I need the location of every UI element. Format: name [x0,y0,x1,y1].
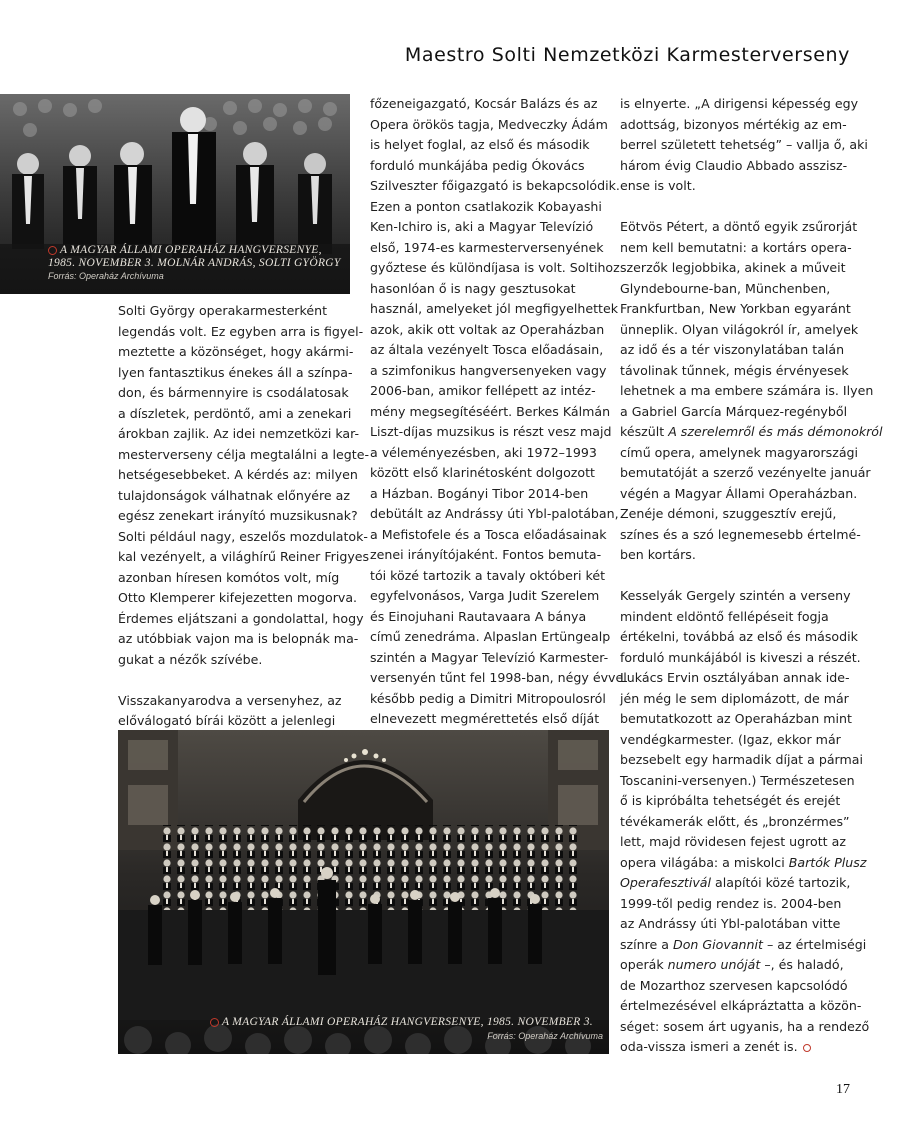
text-line-last [620,1037,852,1058]
text-line: ben kortárs. [620,547,696,562]
text-line: a szimfonikus hangversenyeken vagy [370,362,607,378]
text-line: hasonlóan ő is nagy gesztusokat [370,280,576,296]
text-line: 2006-ban, amikor fellépett az intéz- [370,383,596,398]
text-fragment: készült [620,424,669,439]
text-line: és Einojuhani Rautavaara A bánya [370,608,587,624]
caption-marker-icon [210,1018,219,1027]
text-line: értelmezésével elkápráztatta a közön- [620,998,862,1013]
text-line: lyen fantasztikus énekes áll a színpa- [118,364,353,380]
text-line: Zenéje démoni, szuggesztív erejű, [620,506,837,521]
text-line: 1999-től pedig rendez is. 2004-ben [620,895,842,911]
text-line: Opera örökös tagja, Medveczky Ádám [370,116,608,132]
text-line: később pedig a Dimitri Mitropoulosról [370,690,606,706]
text-line: című opera, amelynek magyarországi [620,444,859,460]
text-line: első, 1974-es karmesterversenyének [370,239,604,255]
text-line: Érdemes eljátszani a gondolattal, hogy [118,610,364,626]
text-line: szerzők legjobbika, akinek a műveit [620,260,846,275]
text-line: az utóbbiak vajon ma is belopnák ma- [118,631,359,646]
column-3 [620,94,883,1058]
text-line: Frankfurtban, New Yorkban egyaránt [620,301,851,316]
text-line: egyfelvonásos, Varga Judit Szerelem [370,588,600,603]
festival-title: Bartók Plusz [788,854,867,870]
text-line: az idő és a tér viszonylatában talán [620,342,845,357]
opera-title: Don Giovannit [673,936,763,952]
text-line: elnevezett megmérettetés első díját [370,711,600,726]
text-line: Lukács Ervin osztályában annak ide- [620,670,850,685]
text-line: Visszakanyarodva a versenyhez, az [118,692,342,708]
text-line: Kesselyák Gergely szintén a verseny [620,588,851,603]
running-header: Maestro Solti Nemzetközi Karmesterverseny [404,44,850,66]
paragraph-return [118,691,350,732]
text-line: Toscanini-versenyen.) Természetesen [620,772,855,788]
text-line: a Gabriel García Márquez-regényből [620,403,848,419]
text-line: színes és a szó legnemesebb értelmé- [620,526,861,542]
column-2 [370,94,627,730]
text-line-italic [620,853,867,874]
text-line: lehetnek a ma embere számára is. Ilyen [620,383,874,398]
text-line: című zenedráma. Alpaslan Ertüngealp [370,629,611,644]
photo-bottom-source-wrap [487,1030,603,1043]
text-line: között első klarinétosként dolgozott [370,465,595,480]
text-line: Solti György operakarmesterként [118,303,328,318]
photo-top-caption [48,244,341,283]
text-line: berrel született tehetség” – vallja ő, aki [620,137,868,152]
text-line: a véleményezésben, aki 1972–1993 [370,444,597,460]
paragraph-jury [370,94,627,730]
photo-solti-molnar [0,94,350,294]
text-line: mindent eldöntő fellépéseit fogja [620,608,829,624]
photo-opera-concert [118,730,609,1054]
text-line: hetségesebbeket. A kérdés az: milyen [118,467,358,482]
text-fragment: – az értelmiségi [762,936,867,952]
photo-top-caption-line1: A MAGYAR ÁLLAMI OPERAHÁZ HANGVERSENYE, [60,244,322,256]
text-line: a Mefistofele és a Tosca előadásainak [370,526,607,542]
paragraph-ertungealp-end [620,94,868,197]
text-line: kal vezényelt, a világhírű Reiner Frigyes [118,549,370,564]
text-line: szintén a Magyar Televízió Karmester- [370,649,609,665]
text-line: a díszletek, perdöntő, ami a zenekari [118,405,352,421]
text-line: végén a Magyar Állami Operaházban. [620,485,858,501]
text-line: az Andrássy úti Ybl-palotában vitte [620,916,841,931]
text-line: is elnyerte. „A dirigensi képesség egy [620,96,859,111]
text-line: értékelni, továbbá az első és második [620,629,858,644]
photo-bottom-image [118,730,609,1054]
text-line: nem kell bemutatni: a kortárs opera- [620,239,852,255]
text-fragment: –, és haladó, [760,957,844,972]
text-line: ünneplik. Olyan világokról ír, amelyek [620,321,859,337]
text-fragment: operák [620,957,668,972]
text-line: az általa vezényelt Tosca előadásain, [370,342,604,357]
photo-bottom-source: Forrás: Operaház Archívuma [487,1031,603,1041]
text-line: ense is volt. [620,178,696,193]
end-of-article-icon [803,1044,811,1052]
text-line-italic [620,935,867,956]
text-fragment: alapítói közé tartozik, [711,875,851,890]
text-line: tói közé tartozik a tavaly októberi két [370,567,606,583]
text-line: forduló munkájába pedig Ókovács [370,157,585,173]
photo-top-caption-line2: 1985. NOVEMBER 3. MOLNÁR ANDRÁS, SOLTI GYÖRGY [48,257,341,269]
text-line: tévékamerák előtt, és „bronzérmes” [620,813,850,829]
opera-title: A szerelemről és más démonokról [668,424,883,439]
column-1 [118,301,370,732]
text-line: Solti például nagy, eszelős mozdulatok- [118,528,368,544]
text-line-italic [620,873,852,894]
photo-top-source: Forrás: Operaház Archívuma [48,271,164,281]
text-line: ő is kipróbálta tehetségét és erejét [620,793,841,808]
text-line: mesterverseny célja megtalálni a legte- [118,446,370,462]
text-line: előválogató bírái között a jelenlegi [118,713,336,728]
page-number: 17 [836,1082,850,1097]
text-line: bemutatkozott az Operaházban mint [620,711,852,726]
text-line: három évig Claudio Abbado asszisz- [620,157,848,173]
text-line: is helyet foglal, az első és második [370,137,590,152]
text-line: gukat a nézők szívébe. [118,651,263,667]
text-line: Glyndebourne-ban, Münchenben, [620,280,831,296]
text-line: bemutatóját a szerző vezényelte január [620,465,871,480]
text-line: Liszt-díjas muzsikus is részt vesz majd [370,424,612,439]
text-line: lett, majd rövidesen fejest ugrott az [620,834,846,849]
text-line: Otto Klemperer kifejezetten mogorva. [118,590,358,605]
text-line-italic [620,422,883,443]
text-line: mény megsegítéséért. Berkes Kálmán [370,403,611,419]
paragraph-eotvos [620,217,883,566]
paragraph-kesselyak [620,586,870,1058]
text-line: Szilveszter főigazgató is bekapcsolódik. [370,178,620,193]
photo-bottom-caption [210,1016,593,1029]
text-line: távolinak tűnnek, mégis érvényesek [620,362,849,378]
text-line: forduló munkájából is kiveszi a részét. [620,649,861,665]
text-line: don, és bármennyire is csodálatosak [118,385,349,400]
text-line: Eötvös Pétert, a döntő egyik zsűrorját [620,219,858,234]
text-line: árokban zajlik. Az idei nemzetközi kar- [118,426,360,441]
text-line: adottság, bizonyos mértékig az em- [620,116,847,132]
festival-title: Operafesztivál [620,875,712,890]
text-line: versenyén tűnt fel 1998-ban, négy évvel [370,670,627,685]
text-line: azok, akik ott voltak az Operaházban [370,321,605,337]
text-line: használ, amelyeket jól megfigyelhettek [370,301,619,316]
text-line: de Mozarthoz szervesen kapcsolódó [620,977,848,993]
text-line: séget: sosem árt ugyanis, ha a rendező [620,1018,870,1034]
text-line: a Házban. Bogányi Tibor 2014-ben [370,485,589,501]
text-line: legendás volt. Ez egyben arra is figyel- [118,323,364,339]
text-fragment: oda-vissza ismeri a zenét is. [620,1039,798,1054]
text-line: egész zenekart irányító muzsikusnak? [118,508,358,523]
paragraph-intro [118,301,370,670]
text-line: tulajdonságok válhatnak előnyére az [118,487,351,503]
text-line: debütált az Andrássy úti Ybl-palotában, [370,506,619,521]
text-line: főzeneigazgató, Kocsár Balázs és az [370,96,598,111]
text-line: bezsebelt egy harmadik díjat a pármai [620,752,863,767]
italic-phrase: numero unóját [667,957,761,972]
photo-bottom-caption-text: A MAGYAR ÁLLAMI OPERAHÁZ HANGVERSENYE, 1985. NOVEMBER 3. [222,1016,593,1028]
text-line: jén még le sem diplomázott, de már [620,690,849,706]
text-line: győztese és különdíjasa is volt. Soltihoz [370,260,620,275]
text-line-italic [620,955,852,976]
text-fragment: opera világába: a miskolci [620,854,789,870]
text-fragment: színre a [620,936,674,952]
text-line: Ezen a ponton csatlakozik Kobayashi [370,198,602,214]
text-line: zenei irányítójaként. Fontos bemuta- [370,547,602,562]
text-line: meztette a közönséget, hogy akármi- [118,344,354,359]
text-line: azonban híresen komótos volt, míg [118,569,340,585]
caption-marker-icon [48,246,57,255]
text-line: vendégkarmester. (Igaz, ekkor már [620,731,841,747]
text-line: Ken-Ichiro is, aki a Magyar Televízió [370,219,594,234]
